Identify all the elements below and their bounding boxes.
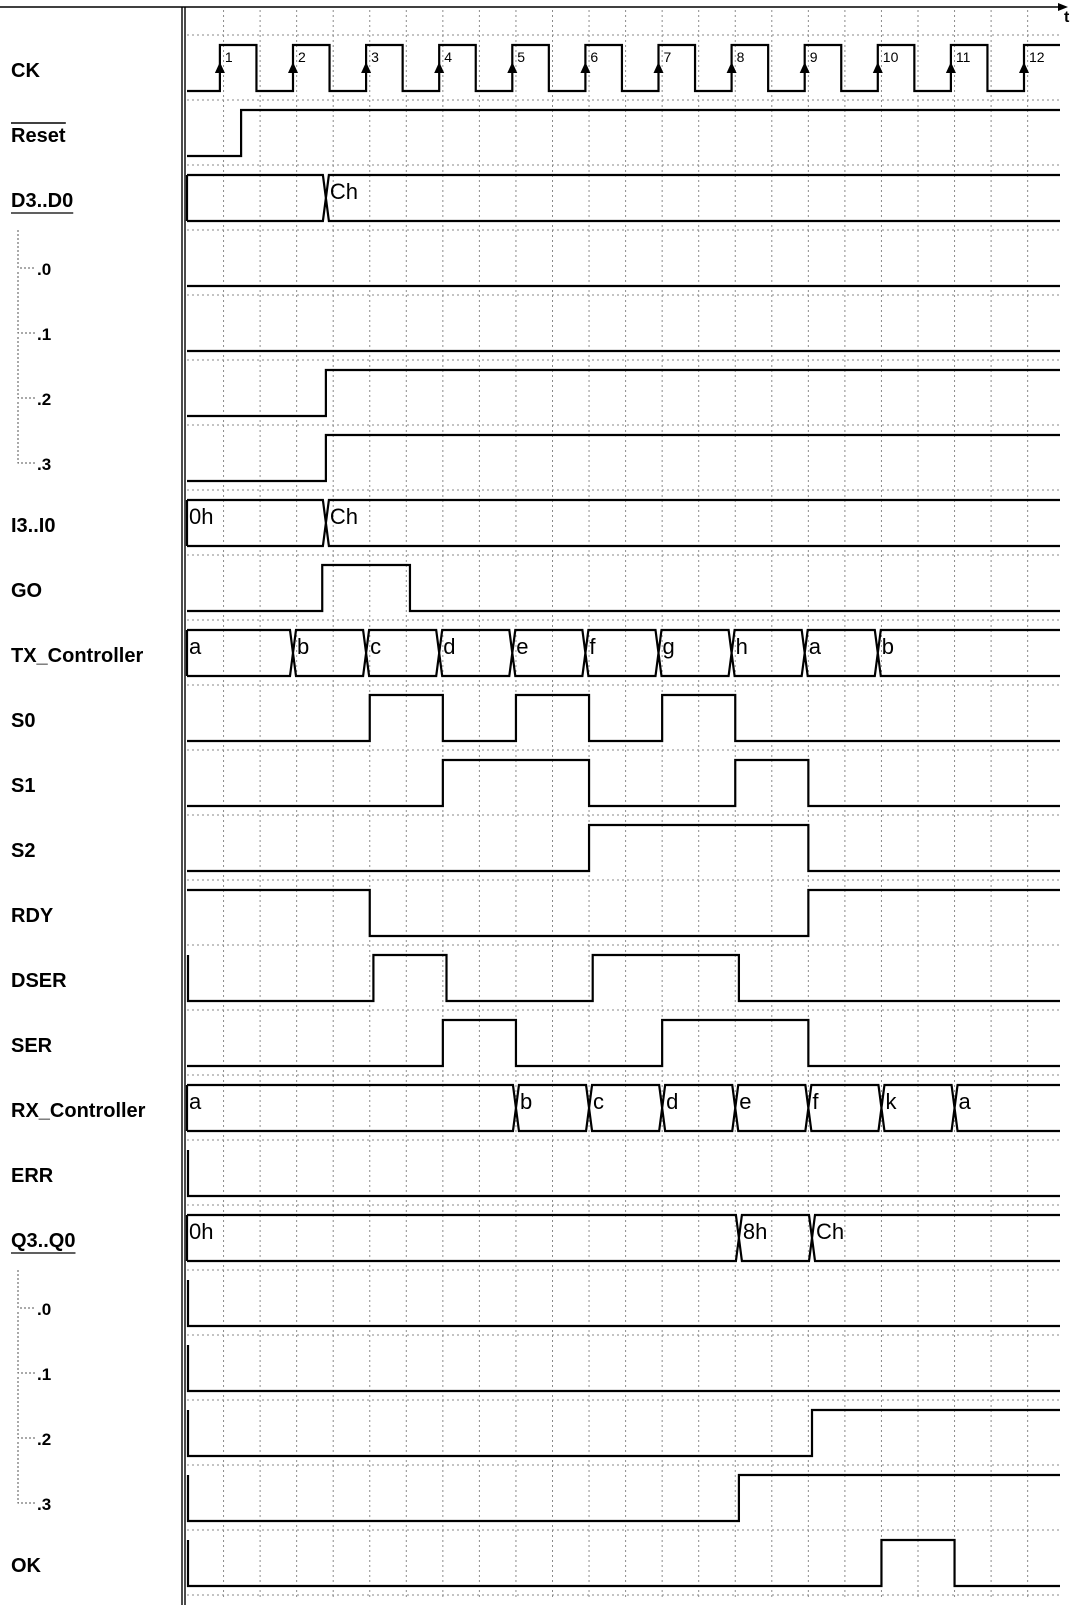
signal-d3: [187, 435, 1060, 481]
clock-edge-arrow: [873, 62, 883, 73]
bus-value: Ch: [329, 179, 359, 204]
bus-value: 8h: [742, 1219, 768, 1244]
signal-s2: [187, 825, 1060, 871]
signal-label-ok: OK: [11, 1555, 41, 1577]
clock-cycle-number: 3: [371, 49, 379, 65]
signal-label-err: ERR: [11, 1165, 54, 1187]
bus-value: b: [296, 634, 310, 659]
time-axis-label: t: [1064, 9, 1070, 26]
tree-connector: [18, 337, 35, 398]
signal-rdy: [187, 890, 1060, 936]
signal-label-d2: .2: [37, 390, 52, 409]
clock-cycle-number: 1: [224, 49, 233, 65]
signal-label-d0: .0: [37, 260, 52, 279]
signal-label-q1: .1: [37, 1365, 52, 1384]
wave-ser: [187, 1020, 1060, 1066]
bus-outline-bottom: [187, 1108, 1060, 1131]
bus-value: k: [885, 1089, 897, 1114]
clock-edge-arrow: [580, 62, 590, 73]
bus-value: a: [189, 1089, 202, 1114]
signal-label-q2: .2: [37, 1430, 52, 1449]
signal-ck: [187, 45, 1060, 91]
bus-value: c: [370, 634, 382, 659]
clock-cycle-number: 2: [297, 49, 306, 65]
bus-outline-top: [187, 1215, 1060, 1238]
clock-edge-arrow: [288, 62, 298, 73]
clock-cycle-number: 4: [444, 49, 452, 65]
clock-edge-arrow: [1019, 62, 1029, 73]
signal-go: [187, 565, 1060, 611]
tree-connector: [18, 230, 35, 268]
bus-value: d: [443, 634, 456, 659]
tree-connector: [18, 272, 35, 333]
signal-d2: [187, 370, 1060, 416]
signal-label-s0: S0: [11, 710, 36, 732]
wave-q2: [188, 1410, 1060, 1456]
wave-q1: [188, 1345, 1060, 1391]
bus-value: e: [739, 1089, 752, 1114]
signal-tx-controller: [187, 630, 1060, 676]
bus-outline-top: [187, 175, 1060, 198]
clock-cycle-number: 9: [809, 49, 818, 65]
signal-label-ser: SER: [11, 1035, 53, 1057]
bus-value: b: [519, 1089, 533, 1114]
bus-outline-bottom: [187, 653, 1060, 676]
bus-outline-bottom: [187, 523, 1060, 546]
bus-value: Ch: [816, 1219, 845, 1244]
signal-err: [188, 1150, 1060, 1196]
bus-outline-bottom: [187, 1238, 1060, 1261]
clock-edge-arrow: [946, 62, 956, 73]
wave-s0: [187, 695, 1060, 741]
clock-edge-arrow: [361, 62, 371, 73]
clock-cycle-number: 7: [663, 49, 672, 65]
wave-ck: [187, 45, 1060, 91]
grid-layer: [187, 10, 1060, 1599]
bus-value: 0h: [189, 1219, 214, 1244]
wave-d2: [187, 370, 1060, 416]
signal-label-dser: DSER: [11, 970, 67, 992]
wave-rdy: [187, 890, 1060, 936]
signal-label-ck: CK: [11, 60, 40, 82]
wave-d3: [187, 435, 1060, 481]
tree-connector: [18, 1442, 35, 1503]
tree-connector: [18, 1270, 35, 1308]
signal-label-d-bus: D3..D0: [11, 190, 74, 212]
signal-label-d3: .3: [37, 455, 52, 474]
frame-layer: [0, 3, 1070, 1605]
wave-go: [187, 565, 1060, 611]
signal-label-q0: .0: [37, 1300, 52, 1319]
clock-cycle-number: 11: [955, 49, 971, 65]
signal-label-q-bus: Q3..Q0: [11, 1230, 76, 1252]
bus-outline-bottom: [187, 198, 1060, 221]
signal-d-bus: [187, 175, 1060, 221]
bus-value: h: [735, 634, 748, 659]
signal-ser: [187, 1020, 1060, 1066]
signal-ok: [188, 1540, 1060, 1586]
wave-s1: [187, 760, 1060, 806]
signal-label-s1: S1: [11, 775, 36, 797]
clock-edge-arrow: [215, 62, 225, 73]
bus-outline-top: [187, 1085, 1060, 1108]
signal-label-rx-controller: RX_Controller: [11, 1100, 146, 1122]
signal-labels: [11, 60, 146, 1577]
signal-q3: [188, 1475, 1060, 1521]
bus-value: e: [516, 634, 529, 659]
clock-edge-arrow: [800, 62, 810, 73]
signal-q1: [188, 1345, 1060, 1391]
signal-label-reset: Reset: [11, 125, 66, 147]
bus-value: g: [662, 634, 675, 659]
clock-edge-arrow: [434, 62, 444, 73]
clock-cycle-number: 8: [736, 49, 745, 65]
wave-q3: [188, 1475, 1060, 1521]
bus-value: c: [593, 1089, 605, 1114]
bus-value: d: [666, 1089, 679, 1114]
signal-label-go: GO: [11, 580, 43, 602]
signal-label-s2: S2: [11, 840, 36, 862]
wave-dser: [188, 955, 1060, 1001]
clock-edge-arrow: [727, 62, 737, 73]
clock-cycle-number: 6: [590, 49, 599, 65]
signal-rx-controller: [187, 1085, 1060, 1131]
signal-dser: [188, 955, 1060, 1001]
bus-value: b: [881, 634, 895, 659]
bus-value: a: [958, 1089, 971, 1114]
clock-cycle-number: 12: [1028, 49, 1045, 65]
tree-connector: [18, 1377, 35, 1438]
signal-label-q3: .3: [37, 1495, 52, 1514]
bus-outline-top: [187, 630, 1060, 653]
signal-label-d1: .1: [37, 325, 52, 344]
bus-outline-top: [187, 500, 1060, 523]
wave-s2: [187, 825, 1060, 871]
signal-s0: [187, 695, 1060, 741]
signal-label-rdy: RDY: [11, 905, 54, 927]
signal-label-tx-controller: TX_Controller: [11, 645, 144, 667]
bus-value: f: [812, 1089, 819, 1114]
bus-value: a: [189, 634, 202, 659]
bus-value: Ch: [329, 504, 359, 529]
signal-q-bus: [187, 1215, 1060, 1261]
clock-edge-arrow: [653, 62, 663, 73]
wave-q0: [188, 1280, 1060, 1326]
wave-err: [188, 1150, 1060, 1196]
bus-value: f: [589, 634, 596, 659]
clock-cycle-number: 10: [882, 49, 899, 65]
signal-s1: [187, 760, 1060, 806]
tree-connector: [18, 402, 35, 463]
clock-cycle-number: 5: [517, 49, 526, 65]
clock-edge-arrow: [507, 62, 517, 73]
signal-i-bus: [187, 500, 1060, 546]
bus-value: a: [808, 634, 821, 659]
wave-ok: [188, 1540, 1060, 1586]
tree-connector: [18, 1312, 35, 1373]
signal-reset: [187, 110, 1060, 156]
signal-q2: [188, 1410, 1060, 1456]
bus-value: 0h: [189, 504, 214, 529]
signal-label-i-bus: I3..I0: [11, 515, 56, 537]
signal-q0: [188, 1280, 1060, 1326]
wave-reset: [187, 110, 1060, 156]
